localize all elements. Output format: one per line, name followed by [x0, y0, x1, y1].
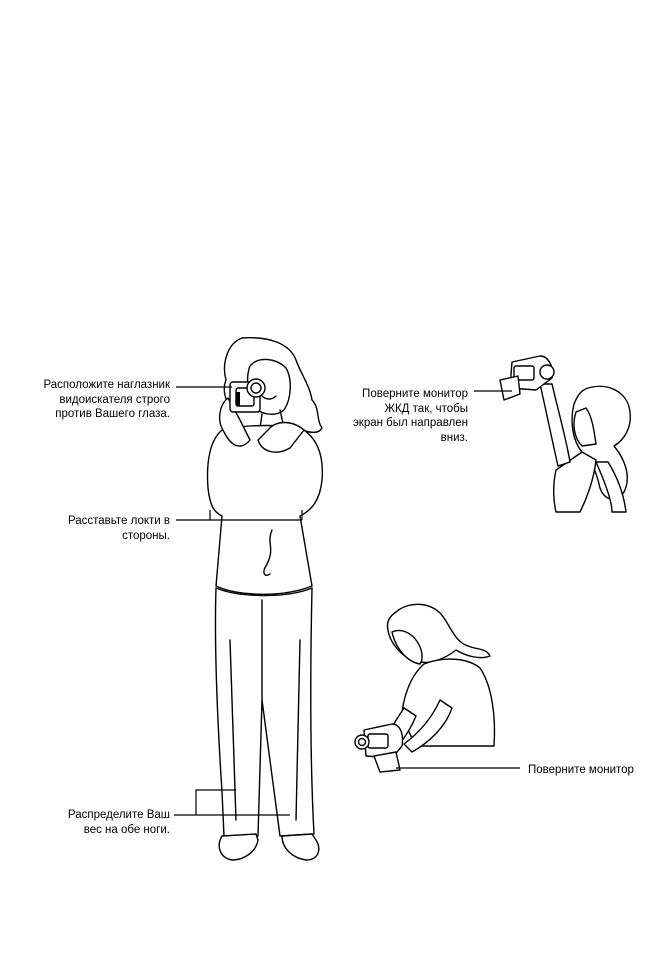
elbows-instruction-label: Расставьте локти в стороны. [67, 515, 170, 542]
woman-camcorder-overhead [500, 356, 630, 512]
woman-camcorder-low-angle [355, 604, 494, 772]
eyepiece-instruction-label: Расположите наглазник видоискателя строго против Вашего глаза. [43, 379, 170, 420]
monitor-rotate-instruction-label: Поверните монитор [528, 764, 634, 776]
monitor-down-instruction-label: Поверните монитор ЖКД так, чтобы экран был направлен вниз. [352, 388, 468, 444]
weight-instruction-label: Распределите Ваш вес на обе ноги. [67, 809, 170, 836]
woman-standing-camcorder [208, 338, 323, 860]
